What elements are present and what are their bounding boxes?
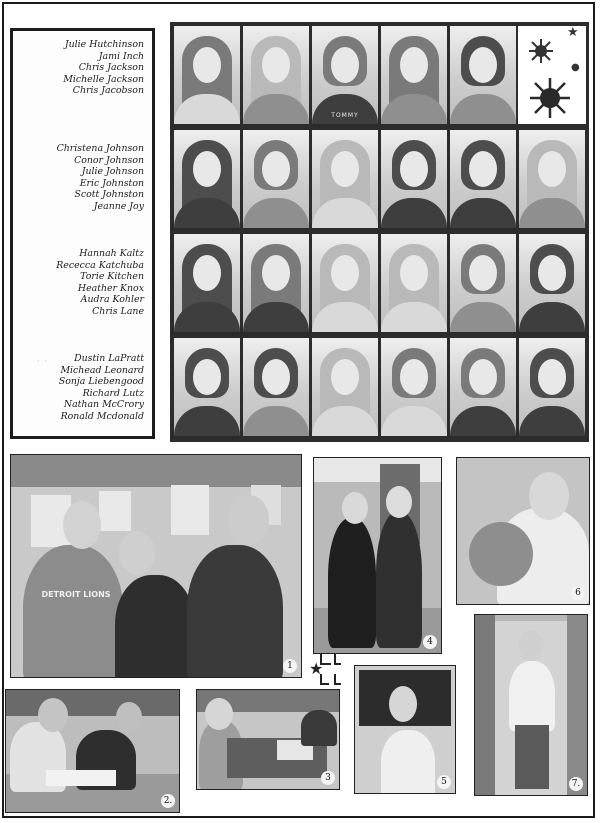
- portrait: [312, 338, 378, 436]
- portrait: [243, 130, 309, 228]
- photo-number: 1: [283, 659, 297, 673]
- portrait: [312, 26, 378, 124]
- portrait: [450, 338, 516, 436]
- photo-number: 6: [571, 586, 585, 600]
- names-panel: [10, 28, 155, 439]
- portrait: [381, 130, 447, 228]
- student-name: Scott Johnston: [74, 189, 144, 201]
- portrait: [243, 26, 309, 124]
- portrait: [312, 130, 378, 228]
- portrait: [519, 338, 585, 436]
- portrait: [519, 234, 585, 332]
- candid-photo-4: [313, 457, 442, 654]
- portrait: [450, 234, 516, 332]
- star-icon: ★: [567, 25, 579, 40]
- student-name: Michead Leonard: [60, 364, 144, 376]
- svg-text:★: ★: [309, 659, 324, 678]
- student-name: Audra Kohler: [80, 294, 144, 306]
- student-name: Rececca Katchuba: [56, 259, 144, 271]
- candid-photo-5: [354, 665, 456, 794]
- portrait: [243, 234, 309, 332]
- student-name: Julie Hutchinson: [64, 39, 144, 50]
- name-group-1: [63, 39, 144, 97]
- name-group-2: [57, 143, 144, 213]
- photo-number: 5: [437, 775, 451, 789]
- shirt-logo-text: TOMMY: [331, 112, 359, 119]
- candid-photo-3: [196, 689, 340, 790]
- portrait: [243, 338, 309, 436]
- name-group-3: [56, 248, 144, 318]
- portrait: [519, 130, 585, 228]
- burst-icon: [528, 38, 554, 64]
- portrait: [174, 26, 240, 124]
- portrait: [381, 26, 447, 124]
- photo-number: 4: [423, 635, 437, 649]
- candid-photo-1: [10, 454, 302, 678]
- student-name: Jeanne Joy: [93, 200, 144, 212]
- student-name: Richard Lutz: [82, 387, 144, 399]
- student-name: Eric Johnston: [79, 177, 144, 189]
- portrait-board: [170, 22, 589, 442]
- portrait: [381, 234, 447, 332]
- student-name: Michelle Jackson: [63, 73, 144, 85]
- portrait: [174, 234, 240, 332]
- student-name: Chris Jackson: [78, 62, 144, 74]
- student-name: Chris Lane: [92, 305, 144, 317]
- portrait: [174, 130, 240, 228]
- photo-number: 2.: [161, 794, 175, 808]
- pink-smudge: · ·: [37, 357, 48, 366]
- candid-photo-6: [456, 457, 590, 605]
- portrait: [312, 234, 378, 332]
- dot-icon: ●: [571, 62, 580, 73]
- candid-photo-7: [474, 614, 588, 796]
- sun-icon: [528, 76, 572, 120]
- student-name: Conor Johnson: [74, 154, 144, 166]
- student-name: Chris Jacobson: [72, 85, 144, 97]
- portrait: [450, 26, 516, 124]
- portrait: [381, 338, 447, 436]
- student-name: Dustin LaPratt: [74, 353, 144, 364]
- student-name: Julie Johnson: [81, 166, 144, 178]
- photo-number: 7.: [569, 777, 583, 791]
- photo-number: 3: [321, 771, 335, 785]
- student-name: Sonja Liebengood: [58, 376, 144, 388]
- student-name: Hannah Kaltz: [79, 248, 144, 259]
- corner-brackets-icon: [307, 652, 343, 688]
- name-group-4: [59, 353, 144, 423]
- student-name: Christena Johnson: [56, 143, 144, 154]
- student-name: Torie Kitchen: [80, 271, 144, 283]
- student-name: Heather Knox: [77, 282, 144, 294]
- portrait: [450, 130, 516, 228]
- student-name: Nathan McCrory: [63, 399, 144, 411]
- student-name: Ronald Mcdonald: [60, 410, 144, 422]
- student-name: Jami Inch: [98, 50, 144, 62]
- shirt-text: DETROIT LIONS: [41, 590, 111, 599]
- candid-photo-2: [5, 689, 180, 813]
- portrait: [174, 338, 240, 436]
